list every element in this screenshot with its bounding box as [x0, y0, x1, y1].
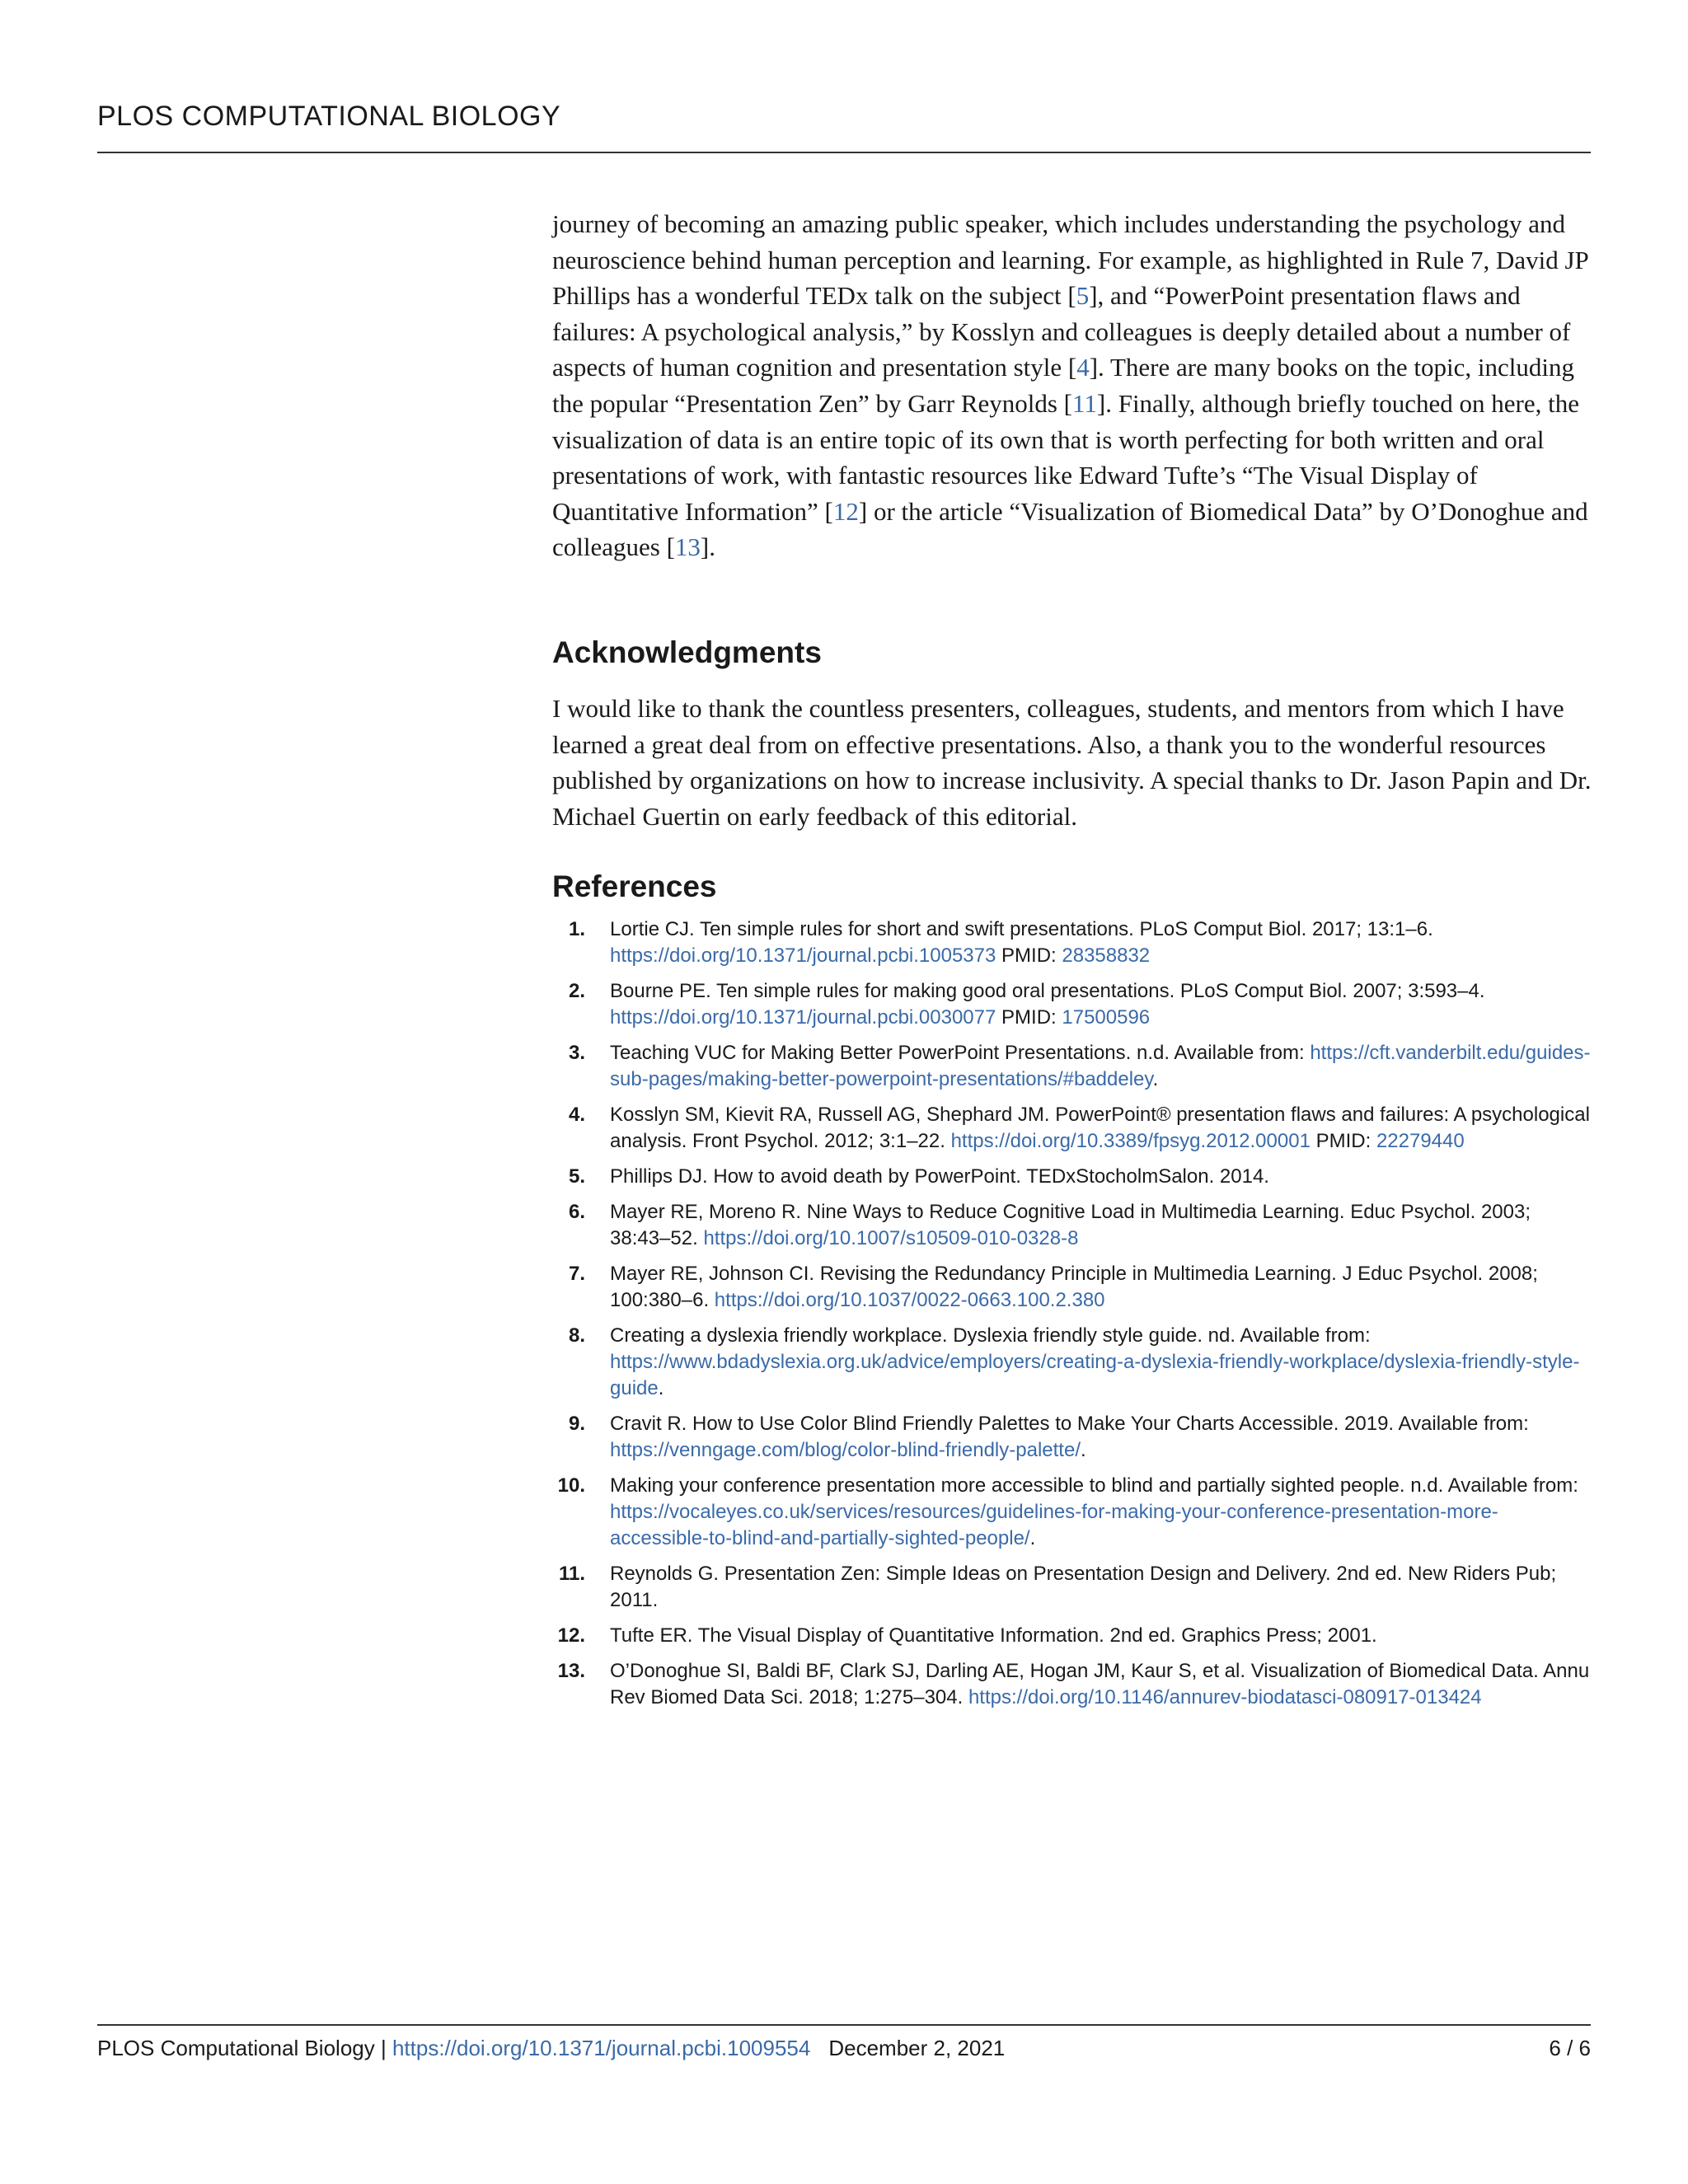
- reference-text: Lortie CJ. Ten simple rules for short and swift presentations. PLoS Comput Biol. 2017; 13:1–6.: [610, 918, 1433, 941]
- reference-pmid-link[interactable]: 28358832: [1062, 944, 1151, 968]
- footer-doi-link[interactable]: https://doi.org/10.1371/journal.pcbi.1009554: [392, 2036, 811, 2060]
- reference-text: Making your conference presentation more accessible to blind and partially sighted people. n.d. Available from:: [610, 1474, 1578, 1497]
- reference-text: Phillips DJ. How to avoid death by PowerPoint. TEDxStocholmSalon. 2014.: [610, 1165, 1269, 1188]
- reference-text: Reynolds G. Presentation Zen: Simple Ideas on Presentation Design and Delivery. 2nd ed. New Riders Pub; 2011.: [610, 1563, 1557, 1612]
- reference-item: [552, 1323, 1592, 1402]
- reference-doi-link[interactable]: https://doi.org/10.3389/fpsyg.2012.00001: [950, 1130, 1311, 1153]
- reference-pmid-label: PMID:: [1310, 1130, 1376, 1153]
- reference-doi-link[interactable]: https://doi.org/10.1371/journal.pcbi.1005373: [610, 944, 996, 968]
- page-header: [97, 97, 1591, 153]
- intro-text: ].: [700, 532, 715, 562]
- reference-doi-link[interactable]: https://doi.org/10.1146/annurev-biodatasci-080917-013424: [968, 1686, 1482, 1709]
- reference-number: 3.: [568, 1042, 585, 1065]
- reference-number: 4.: [568, 1104, 585, 1127]
- acknowledgments-paragraph: I would like to thank the countless presenters, colleagues, students, and mentors from which I have learned a great deal from on effective presentations. Also, a thank you to the wonderful resources published by organizations on how to increase inclusivity. A special thanks to Dr. Jason Papin and Dr. Michael Guertin on early feedback of this editorial.: [552, 693, 1592, 831]
- reference-text: Kosslyn SM, Kievit RA, Russell AG, Shephard JM. PowerPoint® presentation flaws and failures: A psychological analysis. Front Psychol. 2012; 3:1–22.: [610, 1104, 1590, 1153]
- intro-text: journey of becoming an amazing public speaker, which includes understanding the psychology and neuroscience behind human perception and learning. For example, as highlighted in Rule 7, David JP Phillips has a wonderful TEDx talk on the subject [: [552, 209, 1588, 311]
- reference-item: [552, 978, 1592, 1031]
- reference-number: 11.: [558, 1563, 585, 1586]
- reference-text: Teaching VUC for Making Better PowerPoint Presentations. n.d. Available from:: [610, 1042, 1311, 1065]
- reference-item: [552, 1040, 1592, 1093]
- reference-pmid-link[interactable]: 17500596: [1062, 1006, 1151, 1029]
- citation-link[interactable]: 5: [1076, 281, 1090, 311]
- reference-pmid-label: PMID:: [996, 1006, 1062, 1029]
- reference-doi-link[interactable]: https://cft.vanderbilt.edu/guides-sub-pages/making-better-powerpoint-presentations/#baddeley: [610, 1042, 1591, 1091]
- citation-link[interactable]: 12: [832, 496, 859, 526]
- reference-item: [552, 1164, 1592, 1190]
- reference-text: O’Donoghue SI, Baldi BF, Clark SJ, Darling AE, Hogan JM, Kaur S, et al. Visualization of Biomedical Data. Annu Rev Biomed Data Sci. 2018; 1:275–304.: [610, 1660, 1590, 1709]
- citation-link[interactable]: 11: [1072, 388, 1097, 418]
- journal-title: PLOS COMPUTATIONAL BIOLOGY: [97, 101, 561, 132]
- reference-item: [552, 1261, 1592, 1314]
- reference-text: Mayer RE, Moreno R. Nine Ways to Reduce Cognitive Load in Multimedia Learning. Educ Psychol. 2003; 38:43–52.: [610, 1201, 1531, 1250]
- reference-number: 13.: [557, 1660, 585, 1683]
- intro-text: ], and “PowerPoint presentation flaws and failures: A psychological analysis,” by Kosslyn and colleagues is deeply detailed about a number of aspects of human cognition and presentation style [: [552, 281, 1571, 382]
- references-list: [552, 916, 1592, 1711]
- reference-item: [552, 1658, 1592, 1711]
- reference-number: 7.: [568, 1263, 585, 1286]
- acknowledgments-heading: Acknowledgments: [552, 635, 822, 669]
- page-footer: [97, 2024, 1591, 2061]
- reference-item: [552, 1473, 1592, 1552]
- citation-link[interactable]: 4: [1076, 353, 1090, 382]
- citation-link[interactable]: 13: [674, 532, 701, 562]
- reference-end: .: [1029, 1527, 1036, 1550]
- reference-text: Bourne PE. Ten simple rules for making good oral presentations. PLoS Comput Biol. 2007; 3:593–4.: [610, 980, 1485, 1003]
- reference-end: .: [1152, 1068, 1159, 1091]
- reference-number: 10.: [557, 1474, 585, 1497]
- reference-doi-link[interactable]: https://doi.org/10.1007/s10509-010-0328-8: [703, 1227, 1079, 1250]
- reference-number: 1.: [568, 918, 585, 941]
- reference-number: 8.: [568, 1324, 585, 1347]
- reference-doi-link[interactable]: https://www.bdadyslexia.org.uk/advice/employers/creating-a-dyslexia-friendly-workplace/dyslexia-friendly-style-guide: [610, 1351, 1580, 1400]
- intro-text: ]. There are many books on the topic, including the popular “Presentation Zen” by Garr Reynolds [: [552, 353, 1574, 418]
- intro-paragraph: [552, 206, 1592, 565]
- reference-text: Cravit R. How to Use Color Blind Friendly Palettes to Make Your Charts Accessible. 2019. Available from:: [610, 1413, 1529, 1436]
- reference-end: .: [658, 1377, 664, 1400]
- reference-number: 12.: [557, 1624, 585, 1647]
- references-heading: References: [552, 869, 717, 904]
- reference-doi-link[interactable]: https://vocaleyes.co.uk/services/resources/guidelines-for-making-your-conference-presentation-more-accessible-to-blind-and-partially-sighted-people/: [610, 1501, 1498, 1550]
- reference-number: 5.: [568, 1165, 585, 1188]
- reference-item: [552, 1199, 1592, 1252]
- reference-item: [552, 1411, 1592, 1464]
- reference-item: [552, 1623, 1592, 1649]
- reference-pmid-link[interactable]: 22279440: [1376, 1130, 1465, 1153]
- reference-end: .: [1080, 1439, 1086, 1462]
- reference-item: [552, 1102, 1592, 1155]
- reference-item: [552, 916, 1592, 969]
- reference-doi-link[interactable]: https://doi.org/10.1037/0022-0663.100.2.380: [714, 1289, 1105, 1312]
- reference-item: [552, 1561, 1592, 1614]
- reference-doi-link[interactable]: https://venngage.com/blog/color-blind-friendly-palette/: [610, 1439, 1081, 1462]
- footer-journal: PLOS Computational Biology |: [97, 2036, 392, 2060]
- page-number: 6 / 6: [1549, 2036, 1591, 2060]
- intro-text: ]. Finally, although briefly touched on here, the visualization of data is an entire topic of its own that is worth perfecting for both written and oral presentations of work, with fantastic resources like Edward Tufte’s “The Visual Display of Quantitative Information” [: [552, 388, 1579, 526]
- reference-number: 6.: [568, 1201, 585, 1224]
- footer-date: December 2, 2021: [828, 2036, 1006, 2060]
- reference-doi-link[interactable]: https://doi.org/10.1371/journal.pcbi.0030077: [610, 1006, 996, 1029]
- reference-text: Mayer RE, Johnson CI. Revising the Redundancy Principle in Multimedia Learning. J Educ Psychol. 2008; 100:380–6.: [610, 1263, 1538, 1312]
- reference-text: Tufte ER. The Visual Display of Quantitative Information. 2nd ed. Graphics Press; 2001.: [610, 1624, 1377, 1647]
- intro-text: ] or the article “Visualization of Biomedical Data” by O’Donoghue and colleagues [: [552, 496, 1588, 562]
- reference-pmid-label: PMID:: [996, 944, 1062, 968]
- reference-text: Creating a dyslexia friendly workplace. Dyslexia friendly style guide. nd. Available from:: [610, 1324, 1371, 1347]
- reference-number: 9.: [568, 1413, 585, 1436]
- reference-number: 2.: [568, 980, 585, 1003]
- main-content: [552, 206, 1592, 1720]
